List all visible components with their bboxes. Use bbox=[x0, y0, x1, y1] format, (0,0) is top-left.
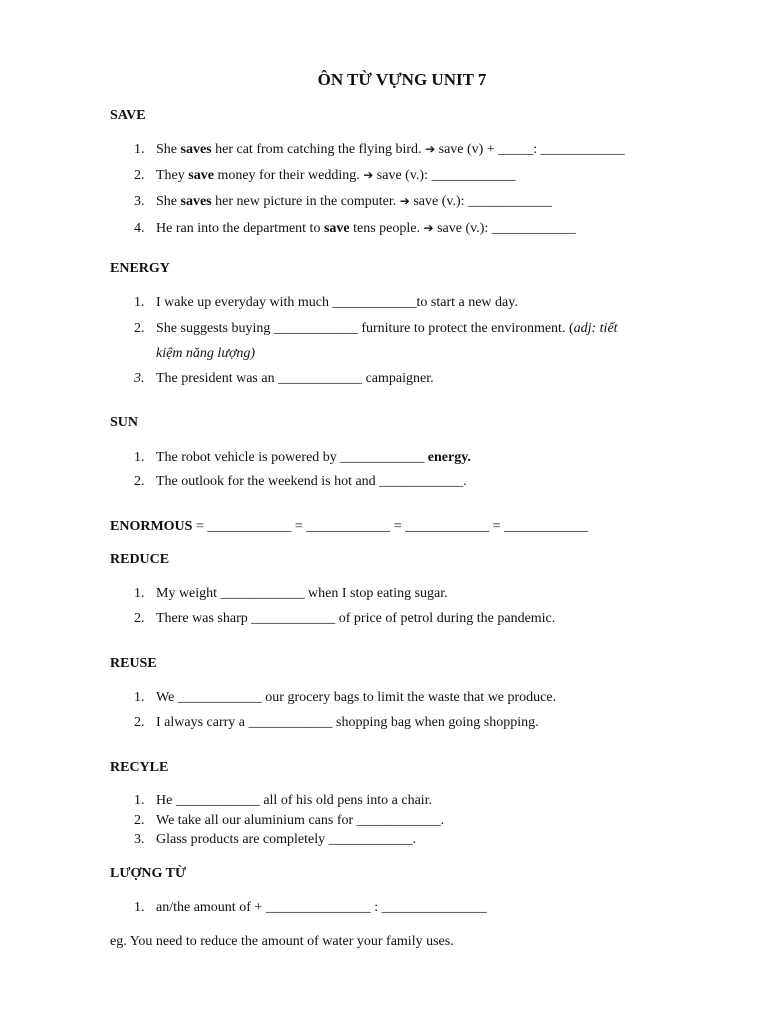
list-item bbox=[134, 690, 556, 706]
item-text: I wake up everyday with much ____________to start a new day. bbox=[156, 295, 518, 310]
item-number: 3. bbox=[134, 194, 145, 209]
item-text: She bbox=[156, 142, 181, 157]
item-keyword: save bbox=[323, 221, 350, 236]
item-keyword: save bbox=[188, 168, 214, 183]
item-text: save (v.): ____________ bbox=[409, 194, 553, 209]
list-item bbox=[134, 221, 576, 237]
item-text: her new picture in the computer. bbox=[211, 194, 400, 209]
item-hint: adj: tiết bbox=[573, 321, 618, 336]
item-number: 2. bbox=[134, 168, 145, 183]
item-continuation bbox=[156, 346, 255, 362]
list-item bbox=[134, 586, 448, 602]
section-heading-energy: ENERGY bbox=[110, 261, 170, 276]
item-text: save (v) + _____: ____________ bbox=[435, 142, 625, 157]
section-heading-save: SAVE bbox=[110, 108, 146, 123]
item-text: I always carry a ____________ shopping bag when going shopping. bbox=[156, 715, 539, 730]
item-text: He ____________ all of his old pens into a chair. bbox=[156, 793, 433, 808]
section-heading-reuse: REUSE bbox=[110, 656, 157, 671]
list-item bbox=[134, 168, 515, 184]
item-number: 1. bbox=[134, 586, 145, 601]
list-item bbox=[134, 832, 416, 848]
item-number: 1. bbox=[134, 142, 145, 157]
item-text: tens people. bbox=[349, 221, 424, 236]
item-text: = ____________ = ____________ = ____________ = ____________ bbox=[192, 519, 589, 534]
section-heading-luong-tu: LƯỢNG TỪ bbox=[110, 866, 187, 881]
item-hint: kiệm năng lượng) bbox=[156, 346, 256, 361]
item-number: 3. bbox=[134, 371, 145, 386]
list-item bbox=[134, 450, 471, 466]
item-text: There was sharp ____________ of price of petrol during the pandemic. bbox=[156, 611, 556, 626]
item-text: save (v.): ____________ bbox=[373, 168, 516, 183]
list-item bbox=[134, 793, 432, 809]
list-item bbox=[134, 474, 467, 490]
arrow-icon: ➔ bbox=[425, 142, 436, 156]
item-keyword: saves bbox=[180, 194, 212, 209]
arrow-icon: ➔ bbox=[399, 194, 410, 208]
list-item bbox=[134, 900, 487, 916]
item-number: 1. bbox=[134, 690, 145, 705]
item-number: 4. bbox=[134, 221, 145, 236]
item-text: her cat from catching the flying bird. bbox=[211, 142, 426, 157]
section-heading-sun: SUN bbox=[110, 415, 139, 430]
example-sentence: eg. You need to reduce the amount of water your family uses. bbox=[110, 934, 454, 949]
item-text: She bbox=[156, 194, 181, 209]
item-number: 1. bbox=[134, 900, 145, 915]
item-text: She suggests buying ____________ furniture to protect the environment. ( bbox=[156, 321, 574, 336]
list-item bbox=[134, 142, 625, 158]
section-heading-enormous: ENORMOUS bbox=[110, 519, 193, 534]
item-number: 2. bbox=[134, 474, 145, 489]
item-text: save (v.): ____________ bbox=[433, 221, 576, 236]
item-number: 2. bbox=[134, 813, 145, 828]
item-number: 1. bbox=[134, 450, 145, 465]
item-number: 2. bbox=[134, 715, 145, 730]
list-item bbox=[134, 371, 434, 387]
item-text: We ____________ our grocery bags to limit the waste that we produce. bbox=[156, 690, 557, 705]
item-text: My weight ____________ when I stop eating sugar. bbox=[156, 586, 448, 601]
page-title: ÔN TỪ VỰNG UNIT 7 bbox=[317, 70, 487, 89]
list-item bbox=[134, 611, 555, 627]
item-number: 2. bbox=[134, 611, 145, 626]
arrow-icon: ➔ bbox=[363, 168, 374, 182]
list-item bbox=[134, 321, 618, 337]
item-number: 1. bbox=[134, 793, 145, 808]
item-text: money for their wedding. bbox=[213, 168, 364, 183]
list-item bbox=[134, 295, 518, 311]
list-item bbox=[134, 194, 552, 210]
item-text: The outlook for the weekend is hot and ____________. bbox=[156, 474, 467, 489]
list-item bbox=[134, 813, 444, 829]
item-text: The president was an ____________ campaigner. bbox=[156, 371, 434, 386]
item-keyword: saves bbox=[180, 142, 212, 157]
section-heading-reduce: REDUCE bbox=[110, 552, 170, 567]
item-text: The robot vehicle is powered by ____________ bbox=[156, 450, 428, 465]
enormous-line bbox=[110, 519, 588, 535]
section-heading-recyle: RECYLE bbox=[110, 760, 169, 775]
item-number: 2. bbox=[134, 321, 145, 336]
item-number: 3. bbox=[134, 832, 145, 847]
item-text: We take all our aluminium cans for ____________. bbox=[156, 813, 445, 828]
item-text: Glass products are completely ____________. bbox=[156, 832, 417, 847]
item-number: 1. bbox=[134, 295, 145, 310]
item-keyword: energy. bbox=[427, 450, 471, 465]
list-item bbox=[134, 715, 539, 731]
item-text: They bbox=[156, 168, 189, 183]
item-text: He ran into the department to bbox=[156, 221, 324, 236]
item-text: an/the amount of + _______________ : _______________ bbox=[156, 900, 487, 915]
arrow-icon: ➔ bbox=[423, 221, 434, 235]
